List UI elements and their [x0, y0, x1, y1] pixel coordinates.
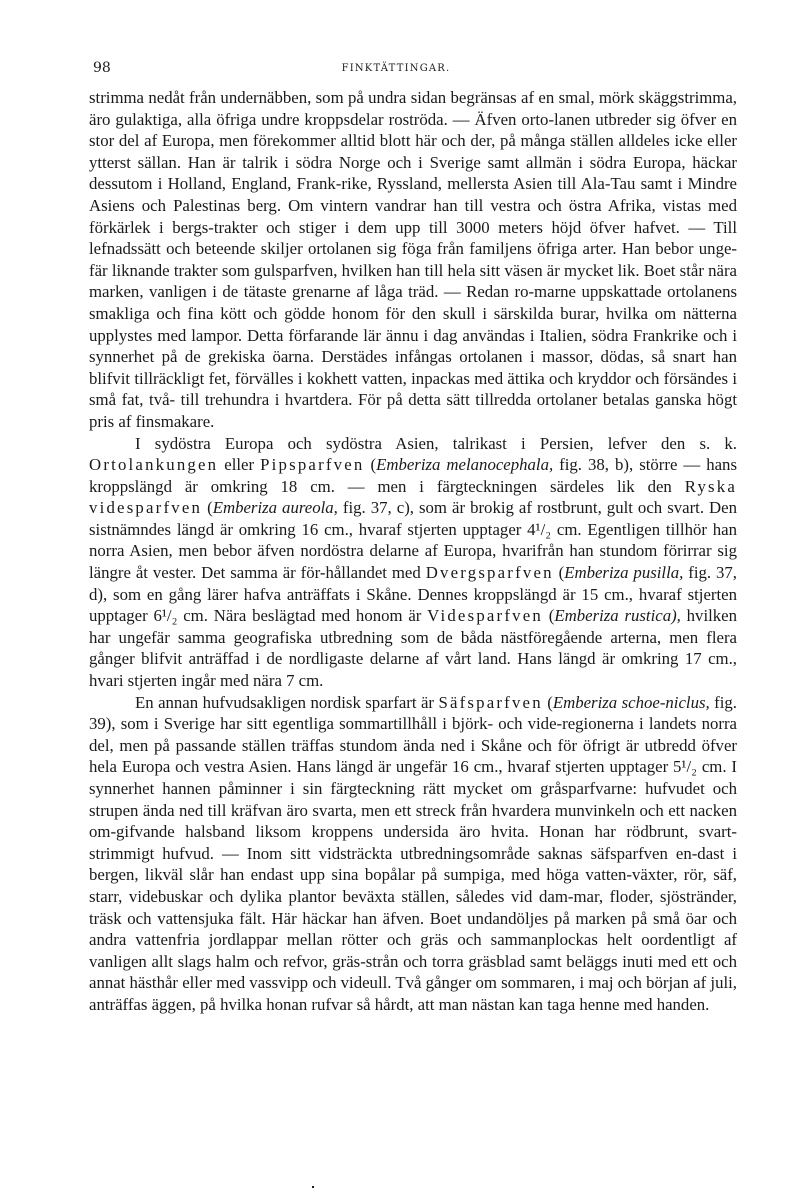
text-run: fig. 37, d), som en gång lärer hafva anträffats i Skåne. Dennes kroppslängd är 15 cm., hvaraf stjerten upptager 6¹/₂ cm. Nära beslägtad med honom är: [89, 563, 737, 626]
text-run: fig. 37, c), som är brokig af rostbrunt, gult och svart. Den sistnämndes längd är omkring 16 cm., hvaraf stjerten upptager 4¹/₂ cm. Egentligen tillhör han norra Asien, men bebor äfven nordöstra delarne af Europa, hvarifrån han stundom förirrar sig längre åt vester. Det samma är för-hållandet med: [89, 498, 737, 583]
species-name: Säfsparfven: [438, 692, 543, 712]
species-name: Ortolankungen: [89, 455, 219, 475]
latin-name: Emberiza aureola,: [212, 498, 338, 518]
text-run: hvilken har ungefär samma geografiska utbredning som de båda nästföregående arterna, men flera gånger blifvit anträffad i de nordligaste delarne af vårt land. Hans längd är omkring 17 cm., hvari stjerten ingår med nära 7 cm.: [89, 606, 737, 691]
running-title: FINKTÄTTINGAR.: [341, 63, 451, 74]
species-name: Videsparfven: [427, 606, 543, 626]
paragraph: [89, 433, 737, 692]
text-run: I sydöstra Europa och sydöstra Asien, talrikast i Persien, lefver den s. k.: [135, 433, 737, 453]
text-run: En annan hufvudsakligen nordisk sparfart är: [135, 692, 439, 712]
species-name: Dvergsparfven: [425, 563, 554, 583]
latin-name: Emberiza pusilla,: [564, 563, 684, 583]
latin-name: Emberiza rustica),: [554, 606, 681, 626]
text-run: (: [542, 606, 555, 626]
text-run: (: [202, 498, 213, 518]
text-run: (: [542, 692, 553, 712]
text-run: fig. 39), som i Sverige har sitt egentliga sommartillhåll i björk- och vide-regionerna i landets norra del, men på passande ställen träffas stundom ända ned i Skåne och för öfrigt är utbredd öfver hela Europa och vestra Asien. Hans längd är ungefär 16 cm., hvaraf stjerten upptager 5¹/₂ cm. I synnerhet hannen påminner i sin färgteckning rätt mycket om gråsparfvarne: hufvudet och strupen ända ned till kräfvan äro svarta, men ett streck från hvardera munvinkeln och ett nacken om-gifvande halsband liksom kroppens undersida äro hvita. Honan har rödbrunt, svart-strimmigt hufvud. — Inom sitt vidsträckta utbredningsområde saknas säfsparfven en-dast i bergen, likväl slår han endast upp sina bopålar på sumpiga, med höga vatten-växter, rör, säf, starr, videbuskar och dylika plantor beväxta ställen, således vid dam-mar, floder, sjöstränder, träsk och vattensjuka fält. Här häckar han äfven. Boet undandöljes på marken på små öar och andra vattenfria jordlappar mellan rötter och gräs och sammanplockas helt oordentligt af vanligen allt slags halm och refvor, gräs-strån och torra gräsblad samt beläggs inuti med ett och annat hästhår eller med vassvipp och videull. Två gånger om sommaren, i maj och början af juli, anträffas äggen, på hvilka honan rufvar så hårdt, att man nästan kan taga henne med handen.: [89, 692, 737, 1014]
text-run: (: [364, 455, 377, 475]
paragraph: [89, 692, 737, 1016]
paragraph: [89, 87, 737, 433]
latin-name: Emberiza melanocephala,: [376, 455, 554, 475]
text-run: strimma nedåt från undernäbben, som på undra sidan begränsas af en smal, mörk skäggstrimma, äro gulaktiga, alla öfriga undre kroppsdelar roströda. — Äfven orto-lanen utbreder sig öfver en stor del af Europa, men förekommer alltid blott här och der, på många ställen alldeles icke eller ytterst sällan. Han är talrik i södra Norge och i Sverige samt allmän i södra Europa, häckar dessutom i Holland, England, Frank-rike, Ryssland, mellersta Asien till Ala-Tau samt i Mindre Asiens och Palestinas berg. Om vintern vandrar han till vestra och östra Afrika, vistas med förkärlek i bergs-trakter och stiger i dem upp till 3000 meters höjd öfver hafvet. — Till lefnadssätt och beteende skiljer ortolanen sig föga från familjens öfriga arter. Han bebor unge-fär liknande trakter som gulsparfven, hvilken han till hela sitt väsen är mycket lik. Boet står nära marken, vanligen i de tätaste grenarne af låga träd. — Redan ro-marne uppskattade ortolanens smakliga och fina kött och gödde honom för den skull i särskilda burar, hvilka om nätterna upplystes med lampor. Detta förfarande lär ännu i dag användas i Italien, södra Frankrike och i synnerhet på de grekiska öarna. Derstädes infångas ortolanen i massor, dödas, så snart han blifvit tillräckligt fet, förvälles i kokhett vatten, inpackas med ättika och kryddor och försändes i små fat, två- till trehundra i hvartdera. För på detta sätt tillredda ortolaner betalas ganska högt pris af finsmakare.: [89, 88, 737, 431]
text-run: eller: [218, 455, 261, 475]
page-number: 98: [93, 60, 111, 76]
text-run: (: [553, 563, 565, 583]
body-text: [89, 87, 737, 1016]
latin-name: Emberiza schoe-niclus,: [552, 692, 710, 712]
print-mark: [312, 1186, 314, 1188]
text-run: fig. 38, b), större — hans kroppslängd är omkring 18 cm. — men i färgteckningen särdeles lik den: [89, 455, 737, 496]
species-name: Pipsparfven: [260, 455, 365, 475]
species-name: Ryska videsparfven: [89, 476, 737, 518]
